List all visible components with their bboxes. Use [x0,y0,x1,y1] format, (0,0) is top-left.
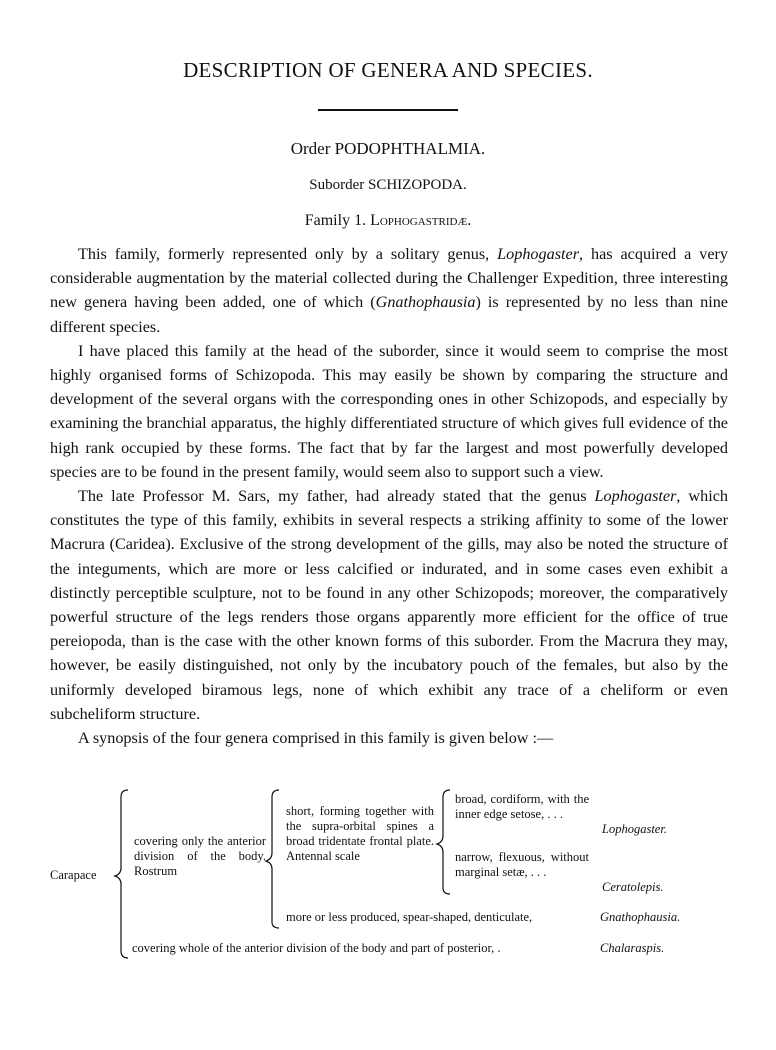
synopsis-leaf-lophogaster: broad, cordiform, with the inner edge setose, . . . [455,792,589,821]
synopsis-branch-a: covering only the anterior division of the body. Rostrum [134,834,266,878]
synopsis-leaf-ceratolepis: narrow, flexuous, without marginal setæ, . . . [455,850,589,879]
paragraph-1: This family, formerly represented only by a solitary genus, Lophogaster, has acquired a very considerable augmentation by the material collected during the Challenger Expedition, three interesting new genera having been added, one of which (Gnathophausia) is represented by no less than nine different species. [50,245,729,336]
order-heading: Order PODOPHTHALMIA. [290,139,486,158]
genus-name: Gnathophausia [375,293,476,312]
family-prefix: Family 1. [304,212,371,229]
synopsis-branch-a1: short, forming together with the supra-orbital spines a broad tridentate frontal plate. Antennal scale [286,804,434,863]
family-name: Lophogastridæ. [370,212,472,229]
brace-scale [437,790,450,894]
synopsis-root: Carapace [50,868,97,882]
genus-chalaraspis: Chalaraspis. [600,941,665,955]
page-title: DESCRIPTION OF GENERA AND SPECIES. [183,58,593,82]
paragraph-3: The late Professor M. Sars, my father, had already stated that the genus Lophogaster, which constitutes the type of this family, exhibits in several respects a striking affinity to some of the lower Macrura (Caridea). Exclusive of the strong development of the gills, may also be noted the structure of the integuments, which are more or less calcified or indurated, and in some cases even exhibit a distinctly perceptible sculpture, not to be found in any other Schizopods; moreover, the comparatively powerful structure of the legs renders those organs apparently more efficient for the office of true pereiopoda, than is the case with the other known forms of this suborder. From the Macrura they may, however, be easily distinguished, not only by the incubatory pouch of the females, but also by the uniformly developed biramous legs, none of which exhibit any trace of a cheliform or even subcheliform structure. [50,487,728,723]
genus-gnathophausia: Gnathophausia. [600,910,681,924]
synopsis-branch-b: covering whole of the anterior division of the body and part of posterior, . [132,941,501,955]
genus-lophogaster: Lophogaster. [602,822,667,836]
brace-anterior [266,790,279,928]
synopsis-branch-a2: more or less produced, spear-shaped, denticulate, [286,910,533,924]
genus-name: Lophogaster [594,487,677,506]
suborder-heading: Suborder SCHIZOPODA. [309,177,467,193]
genus-name: Lophogaster [497,245,579,263]
paragraph-2: I have placed this family at the head of the suborder, since it would seem to comprise the most highly organised forms of Schizopoda. This may easily be shown by comparing the structure and development of the several organs with the corresponding ones in other Schizopods, and especially by examining the branchial apparatus, the highly differentiated structure of which gives full evidence of the high rank occupied by these forms. The fact that by far the largest and most powerfully developed species are to be found in the present family, would seem also to support such a view. [50,341,728,481]
brace-carapace [115,790,128,958]
genus-ceratolepis: Ceratolepis. [602,880,664,894]
paragraph-4: A synopsis of the four genera comprised in this family is given below :— [78,729,554,748]
